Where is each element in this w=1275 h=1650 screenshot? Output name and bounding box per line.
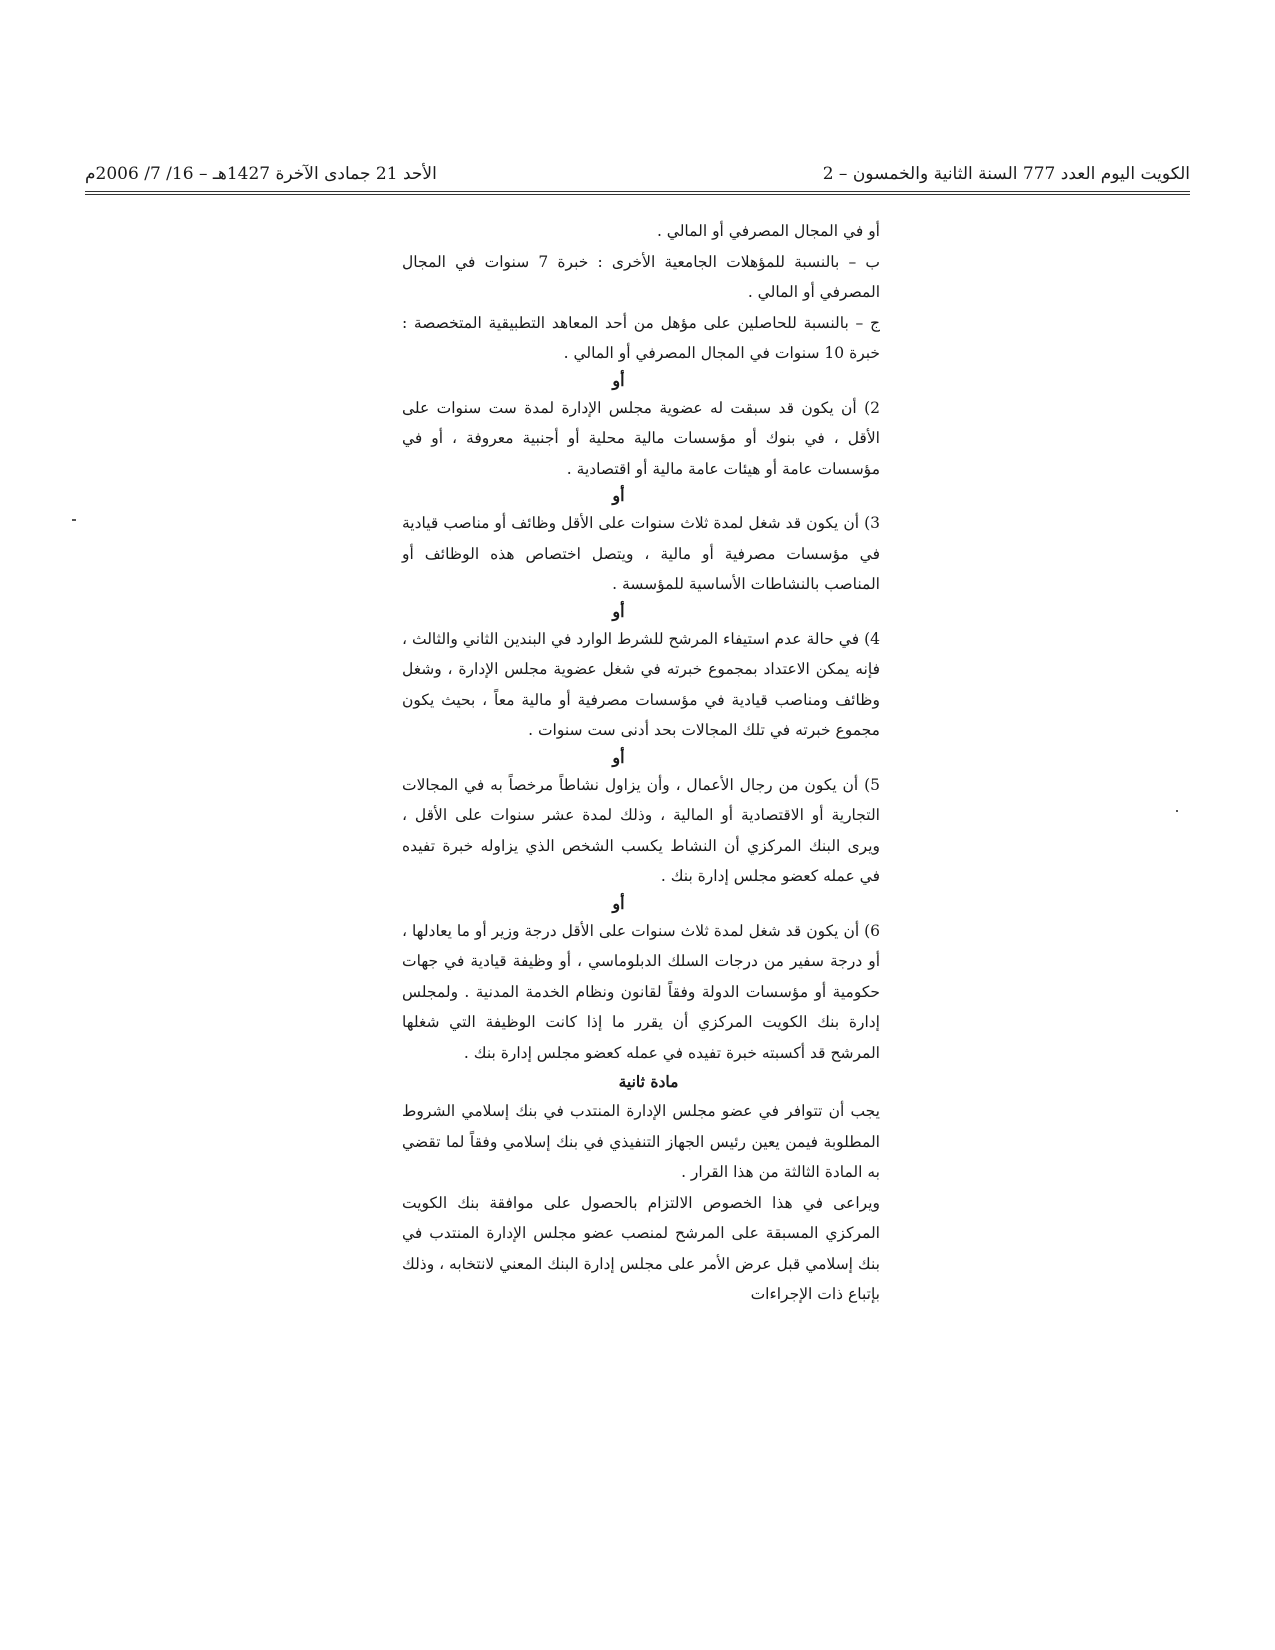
item-3: 3) أن يكون قد شغل لمدة ثلاث سنوات على الأقل وظائف أو مناصب قيادية في مؤسسات مصرفية أو مالية ، ويتصل اختصاص هذه الوظائف أو المناصب بالنشاطات الأساسية للمؤسسة . — [402, 514, 880, 593]
scan-speck — [1176, 810, 1178, 812]
paragraph-b: ب – بالنسبة للمؤهلات الجامعية الأخرى : خبرة 7 سنوات في المجال المصرفي أو المالي . — [402, 252, 880, 301]
or-separator: أو — [612, 893, 625, 913]
body-column — [402, 216, 895, 1310]
paragraph-continuation: أو في المجال المصرفي أو المالي . — [656, 222, 880, 240]
header-publication-info: الكويت اليوم العدد 777 السنة الثانية والخمسون – 2 — [822, 164, 1190, 184]
or-separator: أو — [612, 601, 625, 621]
or-separator: أو — [612, 370, 625, 390]
item-4: 4) في حالة عدم استيفاء المرشح للشرط الوارد في البندين الثاني والثالث ، فإنه يمكن الاعتداد بمجموع خبرته في شغل عضوية مجلس الإدارة ، وشغل وظائف ومناصب قيادية في مؤسسات مصرفية أو مالية معاً ، بحيث يكون مجموع خبرته في تلك المجالات بحد أدنى ست سنوات . — [402, 629, 880, 739]
article-heading: مادة ثانية — [618, 1072, 679, 1091]
article-2-paragraph-2: ويراعى في هذا الخصوص الالتزام بالحصول على موافقة بنك الكويت المركزي المسبقة على المرشح لمنصب عضو مجلس الإدارة المنتدب في بنك إسلامي قبل عرض الأمر على مجلس إدارة البنك المعني لانتخابه ، وذلك بإتباع ذات الإجراءات — [402, 1193, 880, 1303]
header-divider — [85, 191, 1190, 195]
article-2-paragraph-1: يجب أن تتوافر في عضو مجلس الإدارة المنتدب في بنك إسلامي الشروط المطلوبة فيمن يعين رئيس الجهاز التنفيذي في بنك إسلامي وفقاً لما تقضي به المادة الثالثة من هذا القرار . — [402, 1102, 880, 1181]
item-6: 6) أن يكون قد شغل لمدة ثلاث سنوات على الأقل درجة وزير أو ما يعادلها ، أو درجة سفير من درجات السلك الدبلوماسي ، أو وظيفة قيادية في جهات حكومية أو مؤسسات الدولة وفقاً لقانون ونظام الخدمة المدنية . ولمجلس إدارة بنك الكويت المركزي أن يقرر ما إذا كانت الوظيفة التي شغلها المرشح قد أكسبته خبرة تفيده في عمله كعضو مجلس إدارة بنك . — [402, 921, 880, 1062]
or-separator: أو — [612, 747, 625, 767]
scan-speck — [72, 519, 76, 521]
header-date: الأحد 21 جمادى الآخرة 1427هـ – 16/ 7/ 2006م — [85, 164, 437, 184]
or-separator: أو — [612, 486, 625, 505]
item-2: 2) أن يكون قد سبقت له عضوية مجلس الإدارة لمدة ست سنوات على الأقل ، في بنوك أو مؤسسات مالية محلية أو أجنبية معروفة ، أو في مؤسسات عامة أو هيئات عامة مالية أو اقتصادية . — [402, 398, 880, 478]
item-5: 5) أن يكون من رجال الأعمال ، وأن يزاول نشاطاً مرخصاً به في المجالات التجارية أو الاقتصادية أو المالية ، وذلك لمدة عشر سنوات على الأقل ، ويرى البنك المركزي أن النشاط يكسب الشخص الذي يزاوله خبرة تفيده في عمله كعضو مجلس إدارة بنك . — [402, 775, 880, 885]
page-header — [85, 158, 1190, 188]
paragraph-c: ج – بالنسبة للحاصلين على مؤهل من أحد المعاهد التطبيقية المتخصصة : خبرة 10 سنوات في المجال المصرفي أو المالي . — [402, 313, 880, 362]
